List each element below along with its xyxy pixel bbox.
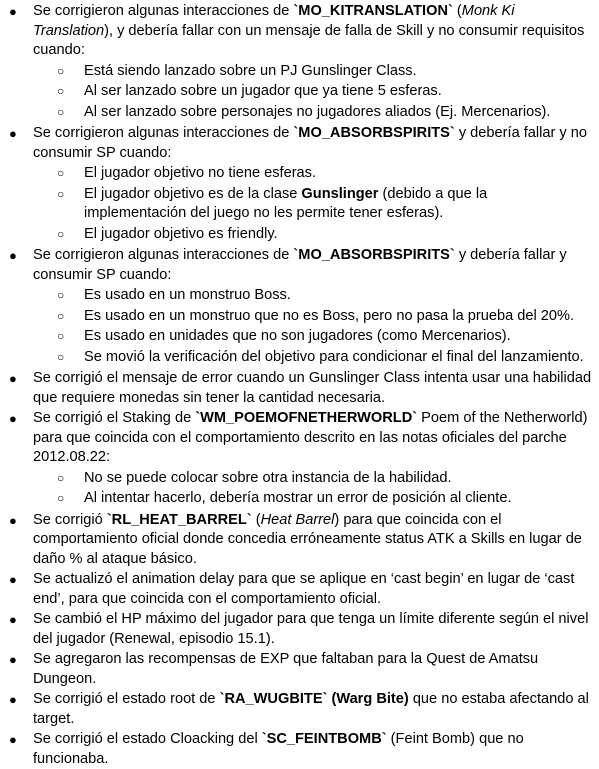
sub-list-item bbox=[33, 286, 593, 306]
bullet-icon: ● bbox=[9, 612, 17, 627]
sub-bullet-icon: ○ bbox=[57, 491, 65, 505]
sub-list-item bbox=[33, 307, 593, 327]
sub-list-item bbox=[33, 103, 593, 123]
bullet-icon: ● bbox=[9, 732, 17, 747]
skill-name: Heat Barrel bbox=[260, 511, 335, 528]
sub-bullet-icon: ○ bbox=[57, 104, 65, 119]
item-text: Se corrigieron algunas interacciones de bbox=[33, 247, 294, 263]
sub-bullet-icon: ○ bbox=[57, 84, 65, 98]
sub-bullet-icon: ○ bbox=[57, 308, 65, 323]
item-text: Se corrigieron algunas interacciones de bbox=[33, 3, 294, 19]
sub-item-text: Es usado en un monstruo Boss. bbox=[84, 287, 291, 303]
sub-bullet-icon: ○ bbox=[57, 63, 65, 78]
sub-list-item bbox=[33, 185, 593, 224]
skill-code: `MO_ABSORBSPIRITS` bbox=[293, 125, 455, 141]
sub-item-text: No se puede colocar sobre otra instancia de la habilidad. bbox=[84, 469, 452, 486]
sub-item-text: Al intentar hacerlo, debería mostrar un error de posición al cliente. bbox=[84, 490, 512, 506]
sub-list-item bbox=[33, 327, 593, 347]
patch-notes-list bbox=[0, 2, 593, 769]
item-text: Se agregaron las recompensas de EXP que faltaban para la Quest de Amatsu Dungeon. bbox=[33, 651, 539, 687]
sub-list bbox=[33, 164, 593, 244]
list-item bbox=[0, 650, 593, 689]
sub-list-item bbox=[33, 62, 593, 82]
list-item bbox=[0, 690, 593, 729]
sub-bullet-icon: ○ bbox=[57, 470, 65, 485]
sub-bullet-icon: ○ bbox=[57, 166, 65, 180]
bullet-icon: ● bbox=[9, 126, 17, 141]
list-item bbox=[0, 409, 593, 509]
sub-list-item bbox=[33, 348, 593, 368]
sub-list-item bbox=[33, 82, 593, 102]
sub-list bbox=[33, 62, 593, 123]
sub-bullet-icon: ○ bbox=[57, 329, 65, 343]
sub-list bbox=[33, 469, 593, 509]
list-item bbox=[0, 570, 593, 609]
item-text: Se corrigieron algunas interacciones de bbox=[33, 125, 294, 141]
sub-bullet-icon: ○ bbox=[57, 186, 65, 201]
sub-item-text: Al ser lanzado sobre personajes no jugadores aliados (Ej. Mercenarios). bbox=[84, 103, 551, 120]
sub-bullet-icon: ○ bbox=[57, 226, 65, 241]
item-text: Poem of the Netherworld) para que coincida con el comportamiento descrito en las notas oficiales del parche 2012.08.22: bbox=[33, 410, 588, 465]
bullet-icon: ● bbox=[9, 652, 17, 667]
sub-item-text: Está siendo lanzado sobre un PJ Gunslinger Class. bbox=[84, 62, 417, 79]
item-text: ), y debería fallar con un mensaje de falla de Skill y no consumir requisitos cuando: bbox=[33, 22, 585, 58]
item-text: ( bbox=[251, 511, 261, 528]
sub-list-item bbox=[33, 489, 593, 509]
item-text: Se corrigió el estado Cloacking del bbox=[33, 731, 262, 747]
item-text: Se corrigió el Staking de bbox=[33, 410, 196, 426]
sub-bullet-icon: ○ bbox=[57, 349, 65, 364]
sub-item-text: El jugador objetivo es de la clase bbox=[84, 185, 302, 202]
item-text: y debería fallar y no consumir SP cuando: bbox=[33, 125, 588, 161]
sub-list-item bbox=[33, 225, 593, 245]
list-item bbox=[0, 2, 593, 122]
sub-item-text: Es usado en un monstruo que no es Boss, pero no pasa la prueba del 20%. bbox=[84, 307, 575, 324]
skill-code: `MO_KITRANSLATION` bbox=[293, 3, 453, 19]
skill-code: `RL_HEAT_BARREL` bbox=[106, 511, 252, 528]
bullet-icon: ● bbox=[9, 411, 17, 426]
item-text: Se actualizó el animation delay para que se aplique en ‘cast begin’ en lugar de ‘cast end’, para que coincida con el comportamiento oficial. bbox=[33, 571, 575, 607]
skill-name: (Warg Bite) bbox=[327, 691, 409, 707]
sub-item-text: Al ser lanzado sobre un jugador que ya tiene 5 esferas. bbox=[84, 83, 442, 99]
bullet-icon: ● bbox=[9, 371, 17, 386]
list-item bbox=[0, 511, 593, 570]
skill-code: `WM_POEMOFNETHERWORLD` bbox=[195, 410, 418, 426]
bullet-icon: ● bbox=[9, 512, 17, 528]
sub-item-text: Se movió la verificación del objetivo para condicionar el final del lanzamiento. bbox=[84, 348, 584, 365]
item-text: Se corrigió el mensaje de error cuando un Gunslinger Class intenta usar una habilidad que requiere monedas sin tener la cantidad necesaria. bbox=[33, 370, 592, 406]
sub-item-text: (debido a que la implementación del juego no les permite tener esferas). bbox=[84, 185, 488, 221]
list-item bbox=[0, 610, 593, 649]
item-text: Se corrigió el estado root de bbox=[33, 691, 220, 707]
sub-item-text: Es usado en unidades que no son jugadores (como Mercenarios). bbox=[84, 328, 511, 344]
sub-bullet-icon: ○ bbox=[57, 288, 65, 302]
item-text: ( bbox=[452, 3, 462, 19]
list-item bbox=[0, 246, 593, 367]
skill-code: `RA_WUGBITE` bbox=[219, 691, 328, 707]
list-item bbox=[0, 730, 593, 769]
sub-item-text: El jugador objetivo no tiene esferas. bbox=[84, 165, 317, 181]
bullet-icon: ● bbox=[9, 572, 17, 587]
item-text: Se corrigió bbox=[33, 511, 107, 528]
sub-item-text: El jugador objetivo es friendly. bbox=[84, 225, 278, 242]
bullet-icon: ● bbox=[9, 4, 17, 19]
skill-name: Monk Ki Translation bbox=[33, 3, 515, 39]
item-text: (Feint Bomb) que no funcionaba. bbox=[33, 731, 524, 767]
sub-list bbox=[33, 286, 593, 367]
sub-list-item bbox=[33, 469, 593, 489]
bullet-icon: ● bbox=[9, 248, 17, 263]
item-text: que no estaba afectando al target. bbox=[33, 691, 589, 727]
class-name: Gunslinger bbox=[301, 185, 379, 202]
skill-code: `MO_ABSORBSPIRITS` bbox=[293, 247, 455, 263]
skill-code: `SC_FEINTBOMB` bbox=[261, 731, 387, 747]
item-text: Se cambió el HP máximo del jugador para que tenga un límite diferente según el nivel del jugador (Renewal, episodio 15.1). bbox=[33, 611, 589, 647]
item-text: y debería fallar y consumir SP cuando: bbox=[33, 247, 567, 283]
list-item bbox=[0, 124, 593, 244]
list-item bbox=[0, 369, 593, 408]
sub-list-item bbox=[33, 164, 593, 184]
bullet-icon: ● bbox=[9, 692, 17, 707]
item-text: ) para que coincida con el comportamiento oficial donde concedia erróneamente status ATK a Skills en lugar de daño % al ataque básico. bbox=[33, 511, 582, 567]
